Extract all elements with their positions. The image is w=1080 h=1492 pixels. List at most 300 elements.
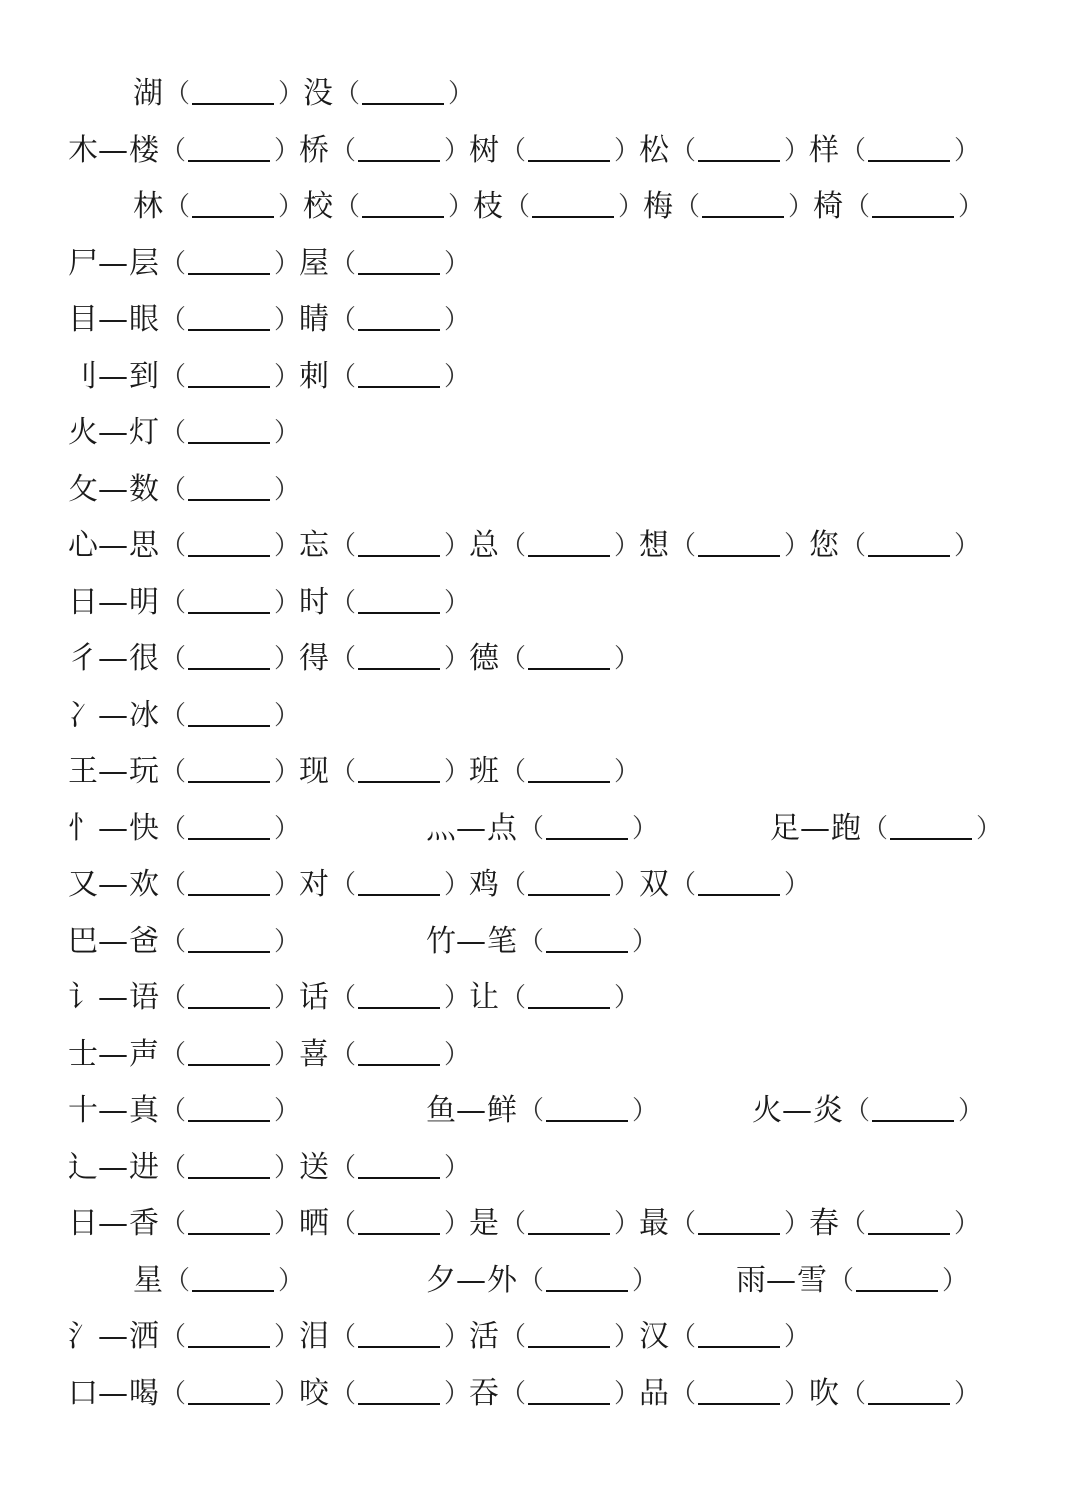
character: 楼 <box>129 132 159 168</box>
character: 校 <box>303 189 333 224</box>
answer-blank[interactable] <box>188 1177 270 1179</box>
open-paren: （ <box>160 813 187 844</box>
close-paren: ） <box>274 644 301 674</box>
answer-blank[interactable] <box>702 216 784 218</box>
open-paren: （ <box>670 1378 697 1409</box>
close-paren: ） <box>618 192 645 222</box>
open-paren: （ <box>670 870 697 900</box>
radical-group <box>752 1083 985 1139</box>
answer-blank[interactable] <box>528 555 610 557</box>
answer-blank[interactable] <box>192 103 274 105</box>
radical-group <box>68 1366 981 1422</box>
close-paren: ） <box>274 305 301 335</box>
character: 炎 <box>813 1093 843 1128</box>
close-paren: ） <box>274 1209 301 1239</box>
close-paren: ） <box>274 926 301 957</box>
character: 咬 <box>299 1375 329 1411</box>
character: 松 <box>639 132 669 168</box>
radical-group <box>426 1253 659 1309</box>
answer-blank[interactable] <box>358 668 440 670</box>
close-paren: ） <box>274 757 301 787</box>
radical-label: 足 <box>770 810 800 846</box>
close-paren: ） <box>274 1096 301 1126</box>
exercise-row <box>0 631 1080 687</box>
radical-dash: — <box>98 415 128 450</box>
close-paren: ） <box>954 1378 981 1409</box>
close-paren: ） <box>614 983 641 1013</box>
radical-group <box>68 801 301 857</box>
answer-blank[interactable] <box>188 499 270 501</box>
open-paren: （ <box>670 135 697 166</box>
character: 春 <box>809 1206 839 1241</box>
close-paren: ） <box>274 700 301 731</box>
radical-group <box>68 631 641 687</box>
open-paren: （ <box>518 926 545 957</box>
radical-dash: — <box>98 867 128 902</box>
open-paren: （ <box>500 757 527 787</box>
close-paren: ） <box>784 1322 811 1352</box>
character: 跑 <box>831 810 861 846</box>
character: 到 <box>129 358 159 394</box>
radical-group <box>68 1196 981 1252</box>
close-paren: ） <box>274 1152 301 1183</box>
close-paren: ） <box>954 135 981 166</box>
open-paren: （ <box>160 135 187 166</box>
answer-blank[interactable] <box>546 951 628 953</box>
open-paren: （ <box>160 587 187 618</box>
close-paren: ） <box>278 79 305 109</box>
close-paren: ） <box>444 135 471 166</box>
answer-blank[interactable] <box>188 1064 270 1066</box>
radical-group <box>68 744 641 800</box>
close-paren: ） <box>278 192 305 222</box>
character: 雪 <box>797 1262 827 1298</box>
radical-group <box>736 1253 969 1309</box>
radical-dash: — <box>98 302 128 337</box>
radical-dash: — <box>98 471 128 507</box>
open-paren: （ <box>160 1039 187 1070</box>
radical-label: 彳 <box>68 641 98 676</box>
radical-label: 火 <box>68 415 98 450</box>
radical-dash: — <box>98 754 128 789</box>
answer-blank[interactable] <box>188 1346 270 1348</box>
radical-dash: — <box>456 810 486 846</box>
radical-label: 王 <box>68 754 98 789</box>
radical-label: 忄 <box>68 810 98 846</box>
open-paren: （ <box>330 587 357 618</box>
close-paren: ） <box>958 1096 985 1126</box>
close-paren: ） <box>444 757 471 787</box>
close-paren: ） <box>274 587 301 618</box>
exercise-row <box>0 123 1080 179</box>
answer-blank[interactable] <box>358 273 440 275</box>
character: 欢 <box>129 867 159 902</box>
answer-blank[interactable] <box>192 216 274 218</box>
open-paren: （ <box>330 1322 357 1352</box>
answer-blank[interactable] <box>698 160 780 162</box>
answer-blank[interactable] <box>872 216 954 218</box>
open-paren: （ <box>840 531 867 561</box>
radical-dash: — <box>98 132 128 168</box>
answer-blank[interactable] <box>358 894 440 896</box>
answer-blank[interactable] <box>358 1007 440 1009</box>
answer-blank[interactable] <box>528 781 610 783</box>
radical-dash: — <box>98 358 128 394</box>
radical-label: 鱼 <box>426 1093 456 1128</box>
radical-group <box>68 292 471 348</box>
answer-blank[interactable] <box>358 781 440 783</box>
open-paren: （ <box>330 1039 357 1070</box>
radical-dash: — <box>98 1375 128 1411</box>
character: 对 <box>299 867 329 902</box>
radical-dash: — <box>766 1262 796 1298</box>
answer-blank[interactable] <box>188 160 270 162</box>
open-paren: （ <box>330 305 357 335</box>
character: 喜 <box>299 1036 329 1072</box>
character: 梅 <box>643 189 673 224</box>
answer-blank[interactable] <box>188 781 270 783</box>
close-paren: ） <box>274 1039 301 1070</box>
radical-group <box>68 575 471 631</box>
radical-label: 氵 <box>68 1319 98 1354</box>
close-paren: ） <box>942 1265 969 1296</box>
answer-blank[interactable] <box>358 612 440 614</box>
answer-blank[interactable] <box>528 1403 610 1405</box>
answer-blank[interactable] <box>358 555 440 557</box>
answer-blank[interactable] <box>528 894 610 896</box>
answer-blank[interactable] <box>188 1233 270 1235</box>
open-paren: （ <box>330 644 357 674</box>
character: 桥 <box>299 132 329 168</box>
close-paren: ） <box>274 248 301 279</box>
radical-group <box>132 179 985 235</box>
open-paren: （ <box>500 1378 527 1409</box>
close-paren: ） <box>444 1039 471 1070</box>
open-paren: （ <box>840 135 867 166</box>
character: 玩 <box>129 754 159 789</box>
radical-label: 木 <box>68 132 98 168</box>
radical-dash: — <box>456 1262 486 1298</box>
character: 品 <box>639 1375 669 1411</box>
open-paren: （ <box>330 1209 357 1239</box>
exercise-row <box>0 1366 1080 1422</box>
answer-blank[interactable] <box>856 1290 938 1292</box>
character: 星 <box>133 1262 163 1298</box>
close-paren: ） <box>632 1265 659 1296</box>
radical-label: 冫 <box>68 697 98 733</box>
close-paren: ） <box>632 813 659 844</box>
open-paren: （ <box>518 1096 545 1126</box>
radical-group <box>426 801 659 857</box>
radical-dash: — <box>98 584 128 620</box>
answer-blank[interactable] <box>188 951 270 953</box>
answer-blank[interactable] <box>188 555 270 557</box>
answer-blank[interactable] <box>528 160 610 162</box>
radical-label: 夕 <box>426 1262 456 1298</box>
character: 爸 <box>129 923 159 959</box>
character: 眼 <box>129 302 159 337</box>
answer-blank[interactable] <box>188 386 270 388</box>
radical-group <box>68 349 471 405</box>
answer-blank[interactable] <box>188 273 270 275</box>
exercise-row <box>0 801 1080 857</box>
character: 刺 <box>299 358 329 394</box>
open-paren: （ <box>670 1322 697 1352</box>
exercise-row <box>0 1027 1080 1083</box>
close-paren: ） <box>784 870 811 900</box>
character: 送 <box>299 1149 329 1185</box>
exercise-row <box>0 518 1080 574</box>
radical-dash: — <box>98 980 128 1015</box>
answer-blank[interactable] <box>546 838 628 840</box>
open-paren: （ <box>844 192 871 222</box>
radical-group <box>426 1083 659 1139</box>
character: 话 <box>299 980 329 1015</box>
open-paren: （ <box>844 1096 871 1126</box>
character: 椅 <box>813 189 843 224</box>
character: 得 <box>299 641 329 676</box>
answer-blank[interactable] <box>188 668 270 670</box>
open-paren: （ <box>160 418 187 448</box>
answer-blank[interactable] <box>698 1403 780 1405</box>
answer-blank[interactable] <box>358 160 440 162</box>
open-paren: （ <box>160 983 187 1013</box>
exercise-row <box>0 575 1080 631</box>
character: 鸡 <box>469 867 499 902</box>
radical-group <box>68 1140 471 1196</box>
open-paren: （ <box>518 813 545 844</box>
radical-label: 十 <box>68 1093 98 1128</box>
character: 喝 <box>129 1375 159 1411</box>
answer-blank[interactable] <box>188 725 270 727</box>
answer-blank[interactable] <box>868 1233 950 1235</box>
close-paren: ） <box>614 1322 641 1352</box>
radical-dash: — <box>98 1093 128 1128</box>
answer-blank[interactable] <box>546 1120 628 1122</box>
character: 香 <box>129 1206 159 1241</box>
open-paren: （ <box>160 644 187 674</box>
open-paren: （ <box>840 1378 867 1409</box>
exercise-row <box>0 1309 1080 1365</box>
open-paren: （ <box>164 79 191 109</box>
answer-blank[interactable] <box>358 1177 440 1179</box>
answer-blank[interactable] <box>188 442 270 444</box>
character: 是 <box>469 1206 499 1241</box>
answer-blank[interactable] <box>698 555 780 557</box>
answer-blank[interactable] <box>358 1064 440 1066</box>
answer-blank[interactable] <box>358 1233 440 1235</box>
open-paren: （ <box>160 700 187 731</box>
answer-blank[interactable] <box>532 216 614 218</box>
open-paren: （ <box>504 192 531 222</box>
exercise-row <box>0 914 1080 970</box>
close-paren: ） <box>632 1096 659 1126</box>
open-paren: （ <box>334 79 361 109</box>
open-paren: （ <box>330 757 357 787</box>
radical-dash: — <box>456 923 486 959</box>
character: 语 <box>129 980 159 1015</box>
close-paren: ） <box>444 587 471 618</box>
open-paren: （ <box>518 1265 545 1296</box>
close-paren: ） <box>784 135 811 166</box>
close-paren: ） <box>954 1209 981 1239</box>
character: 很 <box>129 641 159 676</box>
radical-label: 心 <box>68 528 98 563</box>
close-paren: ） <box>274 1378 301 1409</box>
character: 点 <box>487 810 517 846</box>
character: 声 <box>129 1036 159 1072</box>
exercise-row <box>0 1140 1080 1196</box>
answer-blank[interactable] <box>528 1007 610 1009</box>
answer-blank[interactable] <box>358 1403 440 1405</box>
open-paren: （ <box>330 870 357 900</box>
radical-group <box>68 123 981 179</box>
open-paren: （ <box>160 474 187 505</box>
close-paren: ） <box>274 135 301 166</box>
character: 数 <box>129 471 159 507</box>
close-paren: ） <box>784 531 811 561</box>
open-paren: （ <box>160 1322 187 1352</box>
character: 真 <box>129 1093 159 1128</box>
answer-blank[interactable] <box>188 894 270 896</box>
close-paren: ） <box>444 1209 471 1239</box>
character: 枝 <box>473 189 503 224</box>
radical-group <box>132 1253 305 1309</box>
close-paren: ） <box>278 1265 305 1296</box>
open-paren: （ <box>160 1152 187 1183</box>
open-paren: （ <box>160 757 187 787</box>
character: 冰 <box>129 697 159 733</box>
character: 林 <box>133 189 163 224</box>
open-paren: （ <box>500 531 527 561</box>
exercise-row <box>0 1196 1080 1252</box>
answer-blank[interactable] <box>188 838 270 840</box>
character: 活 <box>469 1319 499 1354</box>
open-paren: （ <box>500 983 527 1013</box>
answer-blank[interactable] <box>868 555 950 557</box>
close-paren: ） <box>448 192 475 222</box>
answer-blank[interactable] <box>358 1346 440 1348</box>
radical-group <box>770 801 1003 857</box>
radical-label: 刂 <box>68 358 98 394</box>
open-paren: （ <box>160 305 187 335</box>
answer-blank[interactable] <box>188 329 270 331</box>
radical-group <box>68 1083 301 1139</box>
radical-group <box>68 462 301 518</box>
character: 晒 <box>299 1206 329 1241</box>
character: 层 <box>129 245 159 281</box>
answer-blank[interactable] <box>868 160 950 162</box>
answer-blank[interactable] <box>528 1233 610 1235</box>
answer-blank[interactable] <box>698 894 780 896</box>
character: 外 <box>487 1262 517 1298</box>
open-paren: （ <box>160 248 187 279</box>
exercise-row <box>0 405 1080 461</box>
close-paren: ） <box>614 870 641 900</box>
radical-dash: — <box>800 810 830 846</box>
close-paren: ） <box>444 1152 471 1183</box>
radical-label: 士 <box>68 1036 98 1072</box>
answer-blank[interactable] <box>188 612 270 614</box>
open-paren: （ <box>500 135 527 166</box>
character: 快 <box>129 810 159 846</box>
radical-label: 灬 <box>426 810 456 846</box>
character: 让 <box>469 980 499 1015</box>
open-paren: （ <box>330 1152 357 1183</box>
character: 吞 <box>469 1375 499 1411</box>
answer-blank[interactable] <box>358 386 440 388</box>
character: 思 <box>129 528 159 563</box>
exercise-row <box>0 349 1080 405</box>
radical-label: 尸 <box>68 245 98 281</box>
radical-group <box>68 688 301 744</box>
character: 吹 <box>809 1375 839 1411</box>
close-paren: ） <box>614 644 641 674</box>
close-paren: ） <box>614 1378 641 1409</box>
open-paren: （ <box>160 870 187 900</box>
radical-group <box>426 914 659 970</box>
character: 总 <box>469 528 499 563</box>
radical-dash: — <box>98 1036 128 1072</box>
radical-label: 辶 <box>68 1149 98 1185</box>
open-paren: （ <box>164 192 191 222</box>
answer-blank[interactable] <box>358 329 440 331</box>
answer-blank[interactable] <box>546 1290 628 1292</box>
close-paren: ） <box>444 870 471 900</box>
exercise-row <box>0 688 1080 744</box>
close-paren: ） <box>444 1322 471 1352</box>
radical-dash: — <box>456 1093 486 1128</box>
answer-blank[interactable] <box>188 1120 270 1122</box>
character: 进 <box>129 1149 159 1185</box>
close-paren: ） <box>788 192 815 222</box>
answer-blank[interactable] <box>188 1007 270 1009</box>
answer-blank[interactable] <box>872 1120 954 1122</box>
open-paren: （ <box>330 248 357 279</box>
radical-label: 又 <box>68 867 98 902</box>
character: 屋 <box>299 245 329 281</box>
close-paren: ） <box>614 135 641 166</box>
open-paren: （ <box>862 813 889 844</box>
answer-blank[interactable] <box>698 1346 780 1348</box>
character: 样 <box>809 132 839 168</box>
close-paren: ） <box>274 418 301 448</box>
answer-blank[interactable] <box>890 838 972 840</box>
radical-dash: — <box>98 697 128 733</box>
character: 双 <box>639 867 669 902</box>
answer-blank[interactable] <box>362 103 444 105</box>
answer-blank[interactable] <box>362 216 444 218</box>
radical-group <box>68 1309 811 1365</box>
open-paren: （ <box>330 983 357 1013</box>
answer-blank[interactable] <box>192 1290 274 1292</box>
character: 鲜 <box>487 1093 517 1128</box>
exercise-row <box>0 179 1080 235</box>
answer-blank[interactable] <box>698 1233 780 1235</box>
radical-dash: — <box>98 1149 128 1185</box>
radical-label: 巴 <box>68 923 98 959</box>
radical-dash: — <box>98 1206 128 1241</box>
character: 您 <box>809 528 839 563</box>
answer-blank[interactable] <box>868 1403 950 1405</box>
answer-blank[interactable] <box>188 1403 270 1405</box>
close-paren: ） <box>784 1378 811 1409</box>
character: 汉 <box>639 1319 669 1354</box>
answer-blank[interactable] <box>528 1346 610 1348</box>
exercise-row <box>0 66 1080 122</box>
exercise-row <box>0 292 1080 348</box>
answer-blank[interactable] <box>528 668 610 670</box>
